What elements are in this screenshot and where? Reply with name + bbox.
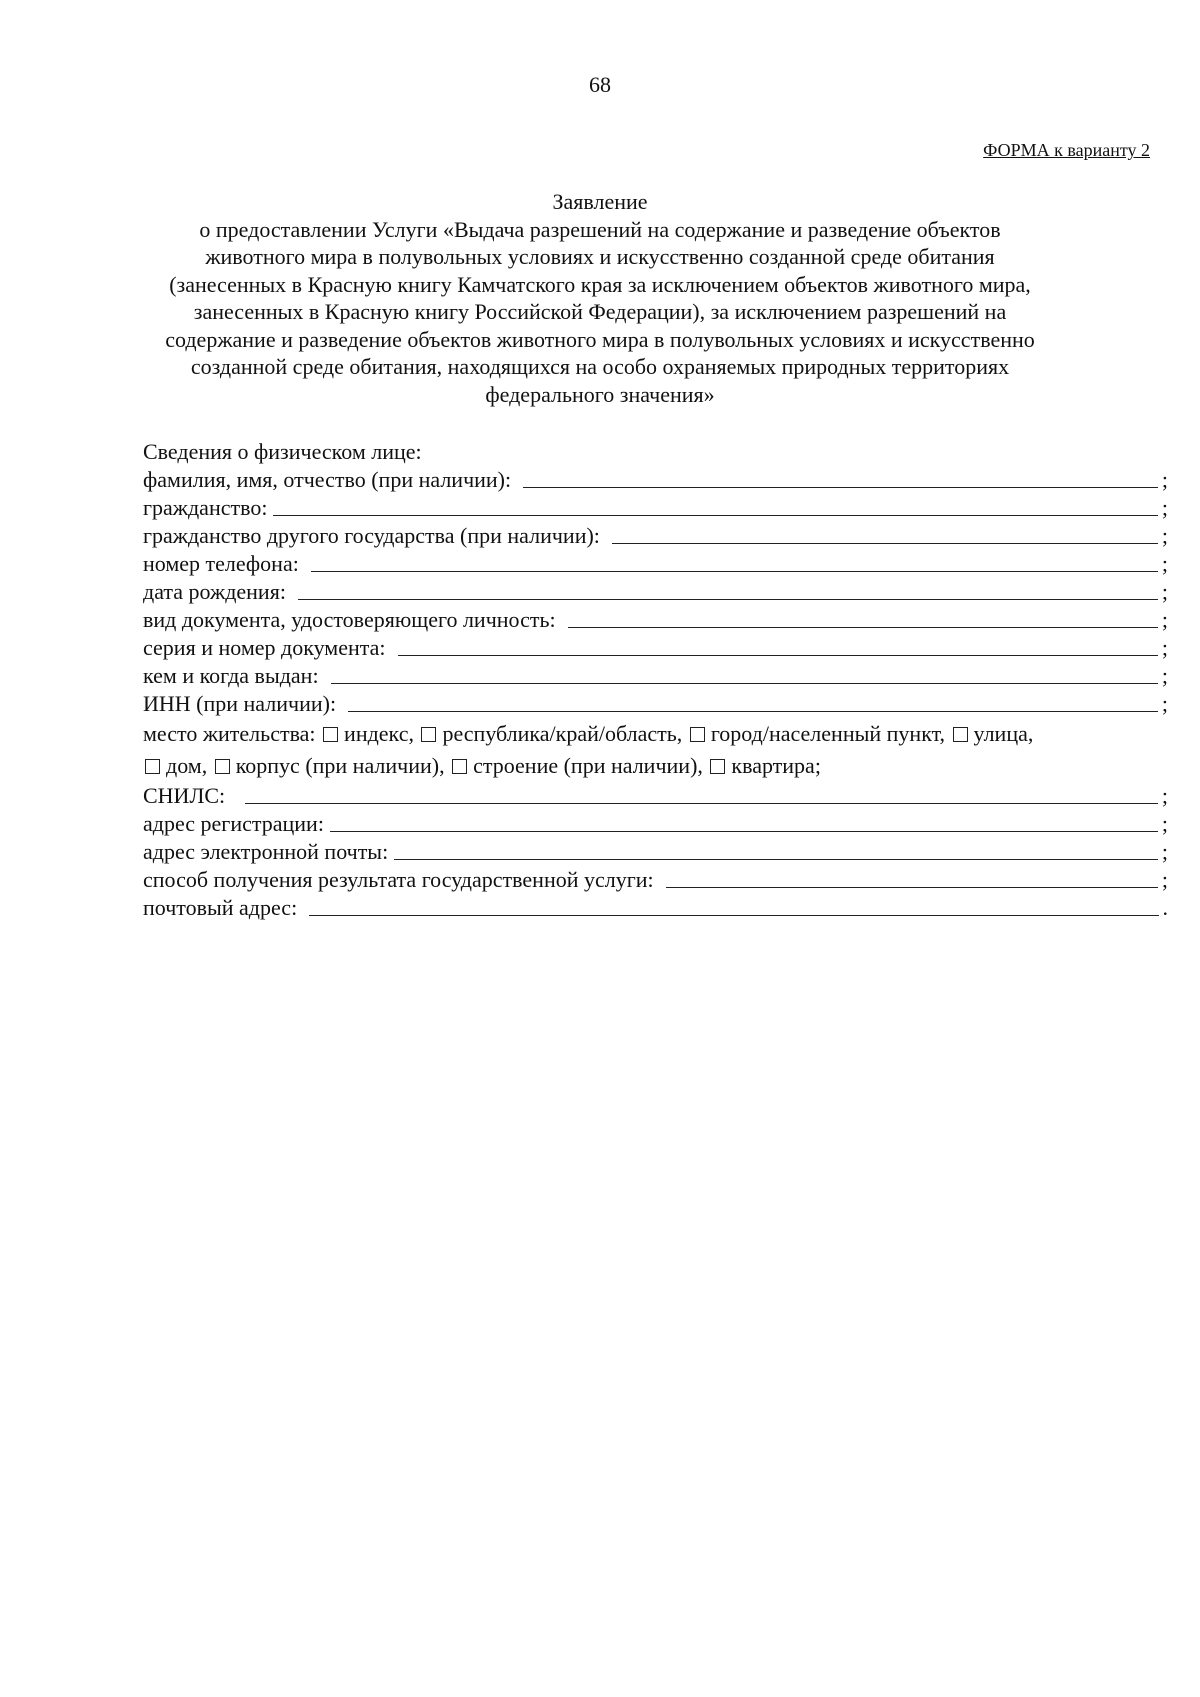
checkbox-street[interactable] — [953, 727, 968, 742]
page-number: 68 — [589, 72, 611, 97]
checkbox-postal-code[interactable] — [323, 727, 338, 742]
email-input-line[interactable] — [394, 839, 1158, 860]
field-label: способ получения результата государственной услуги: — [143, 867, 654, 892]
field-phone-number — [143, 550, 1168, 578]
document-title-block — [150, 188, 1050, 408]
checkbox-label: улица, — [973, 721, 1034, 746]
checkbox-label: корпус (при наличии), — [235, 753, 445, 778]
field-label: адрес регистрации: — [143, 811, 324, 836]
id-document-type-input-line[interactable] — [568, 607, 1158, 628]
checkbox-apartment[interactable] — [710, 759, 725, 774]
field-terminator: ; — [1161, 467, 1168, 492]
field-snils — [143, 782, 1168, 810]
field-terminator: . — [1162, 895, 1168, 920]
field-label: ИНН (при наличии): — [143, 691, 337, 716]
field-terminator: ; — [1161, 523, 1168, 548]
field-terminator: ; — [1161, 495, 1168, 520]
field-document-series-number — [143, 634, 1168, 662]
document-title: Заявление — [552, 189, 648, 214]
checkbox-building[interactable] — [215, 759, 230, 774]
field-terminator: ; — [1161, 783, 1168, 808]
field-full-name — [143, 466, 1168, 494]
checkbox-structure[interactable] — [452, 759, 467, 774]
checkbox-house[interactable] — [145, 759, 160, 774]
field-label: номер телефона: — [143, 551, 299, 576]
birth-date-input-line[interactable] — [298, 579, 1158, 600]
issued-by-input-line[interactable] — [331, 663, 1158, 684]
other-citizenship-input-line[interactable] — [612, 523, 1158, 544]
field-label: серия и номер документа: — [143, 635, 386, 660]
residence-line-1 — [143, 718, 1168, 750]
field-label: адрес электронной почты: — [143, 839, 389, 864]
registration-address-input-line[interactable] — [330, 811, 1158, 832]
checkbox-city[interactable] — [690, 727, 705, 742]
field-terminator: ; — [1161, 551, 1168, 576]
field-id-document-type — [143, 606, 1168, 634]
residence-line-2 — [143, 750, 1168, 782]
checkbox-label: строение (при наличии), — [473, 753, 703, 778]
form-variant-label: ФОРМА к варианту 2 — [983, 140, 1150, 160]
field-label: фамилия, имя, отчество (при наличии): — [143, 467, 512, 492]
field-label: дата рождения: — [143, 579, 286, 604]
field-terminator: ; — [1161, 867, 1168, 892]
field-citizenship — [143, 494, 1168, 522]
field-terminator: ; — [1161, 663, 1168, 688]
applicant-info-form — [143, 438, 1168, 922]
field-terminator: ; — [1161, 811, 1168, 836]
checkbox-label: индекс, — [344, 721, 414, 746]
full-name-input-line[interactable] — [523, 467, 1158, 488]
section-header: Сведения о физическом лице: — [143, 439, 422, 464]
checkbox-label: дом, — [166, 753, 208, 778]
field-postal-address — [143, 894, 1168, 922]
field-email — [143, 838, 1168, 866]
field-label: вид документа, удостоверяющего личность: — [143, 607, 556, 632]
field-label: кем и когда выдан: — [143, 663, 319, 688]
field-label: гражданство другого государства (при наличии): — [143, 523, 600, 548]
field-terminator: ; — [1161, 839, 1168, 864]
field-label: гражданство: — [143, 495, 268, 520]
field-registration-address — [143, 810, 1168, 838]
checkbox-label: республика/край/область, — [442, 721, 683, 746]
field-other-citizenship — [143, 522, 1168, 550]
document-subtitle: о предоставлении Услуги «Выдача разрешений на содержание и разведение объектов животного мира в полувольных условиях и искусственно созданной среде обитания (занесенных в Красную книгу Камчатского края за исключением объектов животного мира, занесенных в Красную книгу Российской Федерации), за исключением разрешений на содержание и разведение объектов животного мира в полувольных условиях и искусственно созданной среде обитания, находящихся на особо охраняемых природных территориях федерального значения» — [165, 216, 1035, 407]
document-series-number-input-line[interactable] — [398, 635, 1158, 656]
field-terminator: ; — [1161, 579, 1168, 604]
inn-input-line[interactable] — [348, 691, 1158, 712]
field-label: СНИЛС: — [143, 783, 226, 808]
result-delivery-method-input-line[interactable] — [666, 867, 1158, 888]
field-inn — [143, 690, 1168, 718]
field-result-delivery-method — [143, 866, 1168, 894]
snils-input-line[interactable] — [245, 783, 1158, 804]
checkbox-label: город/населенный пункт, — [710, 721, 946, 746]
field-terminator: ; — [1161, 607, 1168, 632]
checkbox-label: квартира; — [731, 753, 821, 778]
field-issued-by — [143, 662, 1168, 690]
phone-number-input-line[interactable] — [311, 551, 1158, 572]
citizenship-input-line[interactable] — [273, 495, 1157, 516]
field-terminator: ; — [1161, 691, 1168, 716]
checkbox-region[interactable] — [421, 727, 436, 742]
residence-label: место жительства: — [143, 721, 316, 746]
field-label: почтовый адрес: — [143, 895, 298, 920]
postal-address-input-line[interactable] — [309, 895, 1158, 916]
field-terminator: ; — [1161, 635, 1168, 660]
field-birth-date — [143, 578, 1168, 606]
